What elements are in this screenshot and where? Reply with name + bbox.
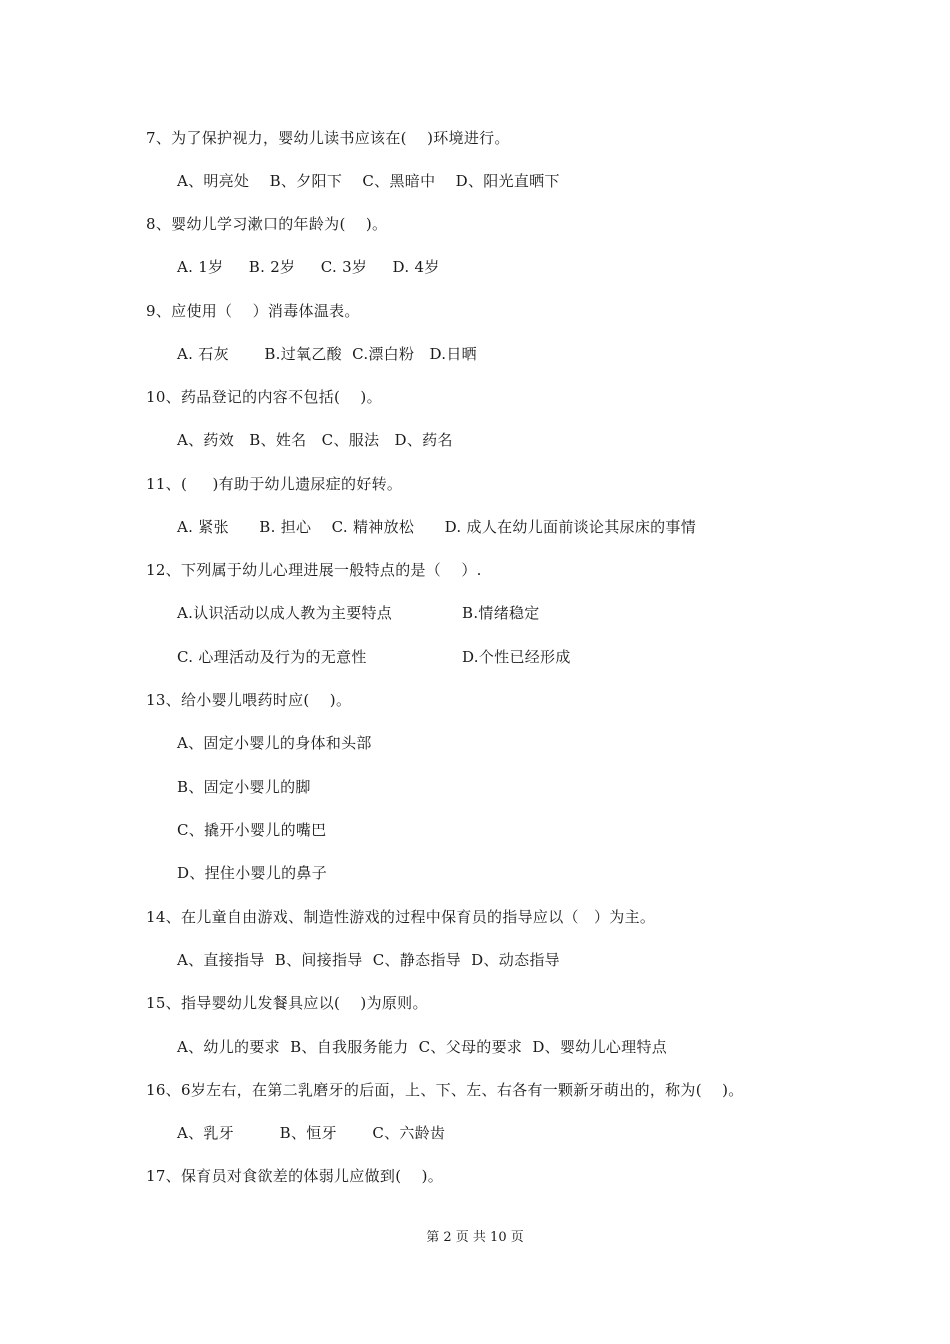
question-8-stem: 8、婴幼儿学习漱口的年龄为( )。: [146, 215, 388, 233]
question-16-stem: 16、6岁左右，在第二乳磨牙的后面，上、下、左、右各有一颗新牙萌出的，称为( )。: [146, 1081, 744, 1099]
question-11-options: A. 紧张 B. 担心 C. 精神放松 D. 成人在幼儿面前谈论其尿床的事情: [177, 518, 697, 536]
question-15-stem: 15、指导婴幼儿发餐具应以( )为原则。: [146, 994, 428, 1012]
question-15-options: A、幼儿的要求 B、自我服务能力 C、父母的要求 D、婴幼儿心理特点: [177, 1038, 668, 1056]
question-8-options: A. 1岁 B. 2岁 C. 3岁 D. 4岁: [177, 258, 440, 276]
question-12-option-d: D.个性已经形成: [462, 648, 571, 666]
question-13-option-b: B、固定小婴儿的脚: [177, 778, 311, 796]
question-7-options: A、明亮处 B、夕阳下 C、黑暗中 D、阳光直晒下: [177, 172, 560, 190]
question-11-stem: 11、( )有助于幼儿遗尿症的好转。: [146, 475, 403, 493]
question-12-stem: 12、下列属于幼儿心理进展一般特点的是（ ）.: [146, 561, 482, 579]
question-7-stem: 7、为了保护视力，婴幼儿读书应该在( )环境进行。: [146, 129, 510, 147]
question-12-option-a: A.认识活动以成人教为主要特点: [177, 604, 393, 622]
question-12-option-c: C. 心理活动及行为的无意性: [177, 648, 367, 666]
question-9-options: A. 石灰 B.过氧乙酸 C.漂白粉 D.日晒: [177, 345, 477, 363]
page-number-footer: 第 2 页 共 10 页: [426, 1230, 524, 1245]
question-14-stem: 14、在儿童自由游戏、制造性游戏的过程中保育员的指导应以（ ）为主。: [146, 908, 656, 926]
question-17-stem: 17、保育员对食欲差的体弱儿应做到( )。: [146, 1167, 444, 1185]
question-9-stem: 9、应使用（ ）消毒体温表。: [146, 302, 360, 320]
question-13-option-a: A、固定小婴儿的身体和头部: [177, 734, 372, 752]
question-10-options: A、药效 B、姓名 C、服法 D、药名: [177, 431, 453, 449]
question-14-options: A、直接指导 B、间接指导 C、静态指导 D、动态指导: [177, 951, 560, 969]
question-13-option-d: D、捏住小婴儿的鼻子: [177, 864, 328, 882]
question-13-option-c: C、撬开小婴儿的嘴巴: [177, 821, 327, 839]
question-13-stem: 13、给小婴儿喂药时应( )。: [146, 691, 352, 709]
question-10-stem: 10、药品登记的内容不包括( )。: [146, 388, 382, 406]
question-16-options: A、乳牙 B、恒牙 C、六龄齿: [177, 1124, 446, 1142]
question-12-option-b: B.情绪稳定: [462, 604, 540, 622]
